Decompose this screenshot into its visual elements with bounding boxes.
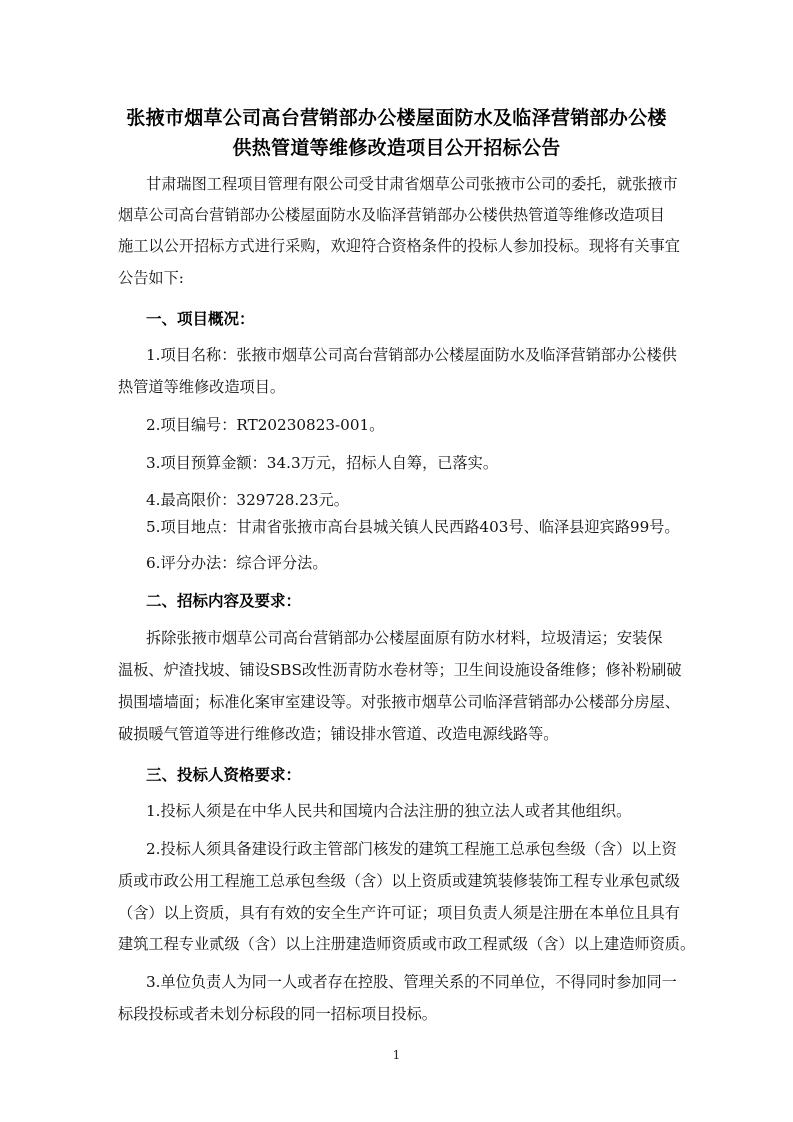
page-number: 1 (392, 1048, 401, 1062)
scoring-method: 6.评分办法：综合评分法。 (146, 554, 328, 572)
qualification-item2-line: 质或市政公用工程施工总承包叁级（含）以上资质或建筑装修装饰工程专业承包贰级 (118, 872, 680, 890)
intro-line: 烟草公司高台营销部办公楼屋面防水及临泽营销部办公楼供热管道等维修改造项目 (118, 206, 665, 224)
qualification-item1: 1.投标人须是在中华人民共和国境内合法注册的独立法人或者其他组织。 (146, 802, 632, 820)
project-budget: 3.项目预算金额：34.3万元，招标人自筹，已落实。 (146, 454, 499, 472)
scope-line: 损围墙墙面；标准化案审室建设等。对张掖市烟草公司临泽营销部办公楼部分房屋、 (118, 693, 680, 711)
project-location: 5.项目地点：甘肃省张掖市高台县城关镇人民西路403号、临泽县迎宾路99号。 (146, 518, 680, 536)
scope-line: 温板、炉渣找坡、铺设SBS改性沥青防水卷材等；卫生间设施设备维修；修补粉刷破 (118, 661, 682, 679)
intro-line: 甘肃瑞图工程项目管理有限公司受甘肃省烟草公司张掖市公司的委托，就张掖市 (146, 175, 678, 193)
intro-line: 公告如下: (118, 269, 184, 287)
qualification-item2-line: 2.投标人须具备建设行政主管部门核发的建筑工程施工总承包叁级（含）以上资 (146, 840, 677, 858)
qualification-item3-line: 标段投标或者未划分标段的同一招标项目投标。 (118, 1005, 437, 1023)
section3-heading: 三、投标人资格要求： (146, 766, 302, 784)
project-name-line: 1.项目名称：张掖市烟草公司高台营销部办公楼屋面防水及临泽营销部办公楼供 (146, 346, 677, 364)
qualification-item2-line: 建筑工程专业贰级（含）以上注册建造师资质或市政工程贰级（含）以上建造师资质。 (118, 935, 696, 953)
section2-heading: 二、招标内容及要求： (146, 592, 302, 610)
project-name-line: 热管道等维修改造项目。 (118, 378, 286, 396)
qualification-item2-line: （含）以上资质，具有有效的安全生产许可证；项目负责人须是注册在本单位且具有 (118, 904, 680, 922)
document-title-line1: 张掖市烟草公司高台营销部办公楼屋面防水及临泽营销部办公楼 (126, 107, 667, 129)
section1-heading: 一、项目概况： (146, 310, 255, 328)
intro-line: 施工以公开招标方式进行采购，欢迎符合资格条件的投标人参加投标。现将有关事宜 (118, 237, 680, 255)
scope-line: 破损暖气管道等进行维修改造；铺设排水管道、改造电源线路等。 (118, 725, 559, 743)
scope-line: 拆除张掖市烟草公司高台营销部办公楼屋面原有防水材料，垃圾清运；安装保 (146, 629, 663, 647)
qualification-item3-line: 3.单位负责人为同一人或者存在控股、管理关系的不同单位，不得同时参加同一 (146, 973, 677, 991)
document-title-line2: 供热管道等维修改造项目公开招标公告 (232, 137, 561, 159)
project-number: 2.项目编号：RT20230823-001。 (146, 416, 385, 434)
max-price: 4.最高限价：329728.23元。 (146, 491, 349, 509)
